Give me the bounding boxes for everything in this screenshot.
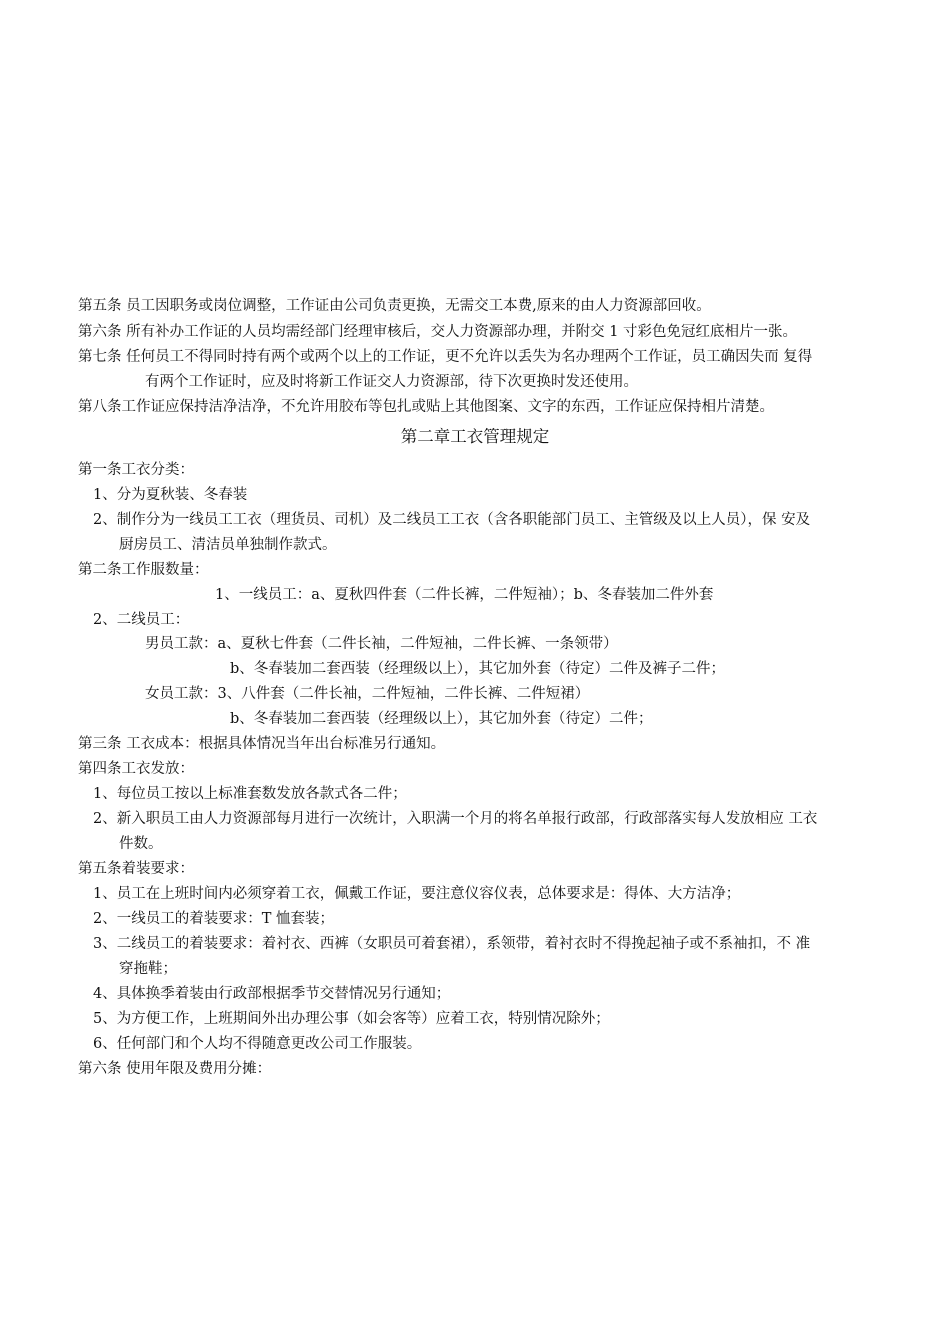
- article-6-heading: 第六条 使用年限及费用分摊：: [78, 1061, 272, 1077]
- article-5-item-6: 6、任何部门和个人均不得随意更改公司工作服装。: [93, 1036, 422, 1052]
- article-1-item-2: 2、制作分为一线员工工衣（理货员、司机）及二线员工工衣（含各职能部门员工、主管级及以上人员），保 安及: [93, 512, 811, 528]
- article-5-item-1: 1、员工在上班时间内必须穿着工衣，佩戴工作证，要注意仪容仪表，总体要求是：得体、大方洁净；: [93, 886, 741, 902]
- article-7-workcard: 第七条 任何员工不得同时持有两个或两个以上的工作证，更不允许以丢失为名办理两个工作证，员工确因失而 复得: [78, 349, 813, 365]
- chapter-title: 第二章工衣管理规定: [400, 427, 550, 446]
- female-uniform-b: b、冬春装加二套西装（经理级以上），其它加外套（待定）二件；: [230, 711, 653, 727]
- article-6-workcard: 第六条 所有补办工作证的人员均需经部门经理审核后，交人力资源部办理，并附交 1 寸彩色免冠红底相片一张。: [78, 324, 798, 340]
- article-4-item-2-cont: 件数。: [119, 836, 163, 852]
- article-7-continuation: 有两个工作证时，应及时将新工作证交人力资源部，待下次更换时发还使用。: [145, 374, 638, 390]
- article-5-heading: 第五条着装要求：: [78, 861, 194, 877]
- article-4-item-2: 2、新入职员工由人力资源部每月进行一次统计，入职满一个月的将名单报行政部，行政部落实每人发放相应 工衣: [93, 811, 818, 827]
- article-5-item-4: 4、具体换季着装由行政部根据季节交替情况另行通知；: [93, 986, 451, 1002]
- article-2-item-2: 2、二线员工：: [93, 612, 190, 628]
- article-4-item-1: 1、每位员工按以上标准套数发放各款式各二件；: [93, 786, 407, 802]
- article-5-workcard: 第五条 员工因职务或岗位调整，工作证由公司负责更换，无需交工本费,原来的由人力资源部回收。: [78, 298, 711, 314]
- article-1-heading: 第一条工衣分类：: [78, 462, 194, 478]
- article-4-heading: 第四条工衣发放：: [78, 761, 194, 777]
- male-uniform-b: b、冬春装加二套西装（经理级以上），其它加外套（待定）二件及裤子二件；: [230, 661, 726, 677]
- article-5-item-2: 2、一线员工的着装要求：T 恤套装；: [93, 911, 335, 927]
- article-8-workcard: 第八条工作证应保持洁净洁净，不允许用胶布等包扎或贴上其他图案、文字的东西，工作证应保持相片清楚。: [78, 399, 774, 415]
- article-1-item-1: 1、分为夏秋装、冬春装: [93, 487, 248, 503]
- male-uniform: 男员工款：a、夏秋七件套（二件长袖，二件短袖，二件长裤、一条领带）: [145, 636, 618, 652]
- article-1-item-2-cont: 厨房员工、清洁员单独制作款式。: [119, 537, 337, 553]
- female-uniform: 女员工款：3、八件套（二件长袖，二件短袖，二件长裤、二件短裙）: [145, 686, 590, 702]
- article-5-item-3: 3、二线员工的着装要求：着衬衣、西裤（女职员可着套裙），系领带，着衬衣时不得挽起袖子或不系袖扣，不 准: [93, 936, 811, 952]
- article-5-item-3-cont: 穿拖鞋；: [119, 961, 177, 977]
- article-5-item-5: 5、为方便工作，上班期间外出办理公事（如会客等）应着工衣，特别情况除外；: [93, 1011, 610, 1027]
- article-2-heading: 第二条工作服数量：: [78, 562, 209, 578]
- article-2-item-1: 1、一线员工：a、夏秋四件套（二件长裤，二件短袖）；b、冬春装加二件外套: [215, 587, 714, 603]
- article-3: 第三条 工衣成本：根据具体情况当年出台标准另行通知。: [78, 736, 446, 752]
